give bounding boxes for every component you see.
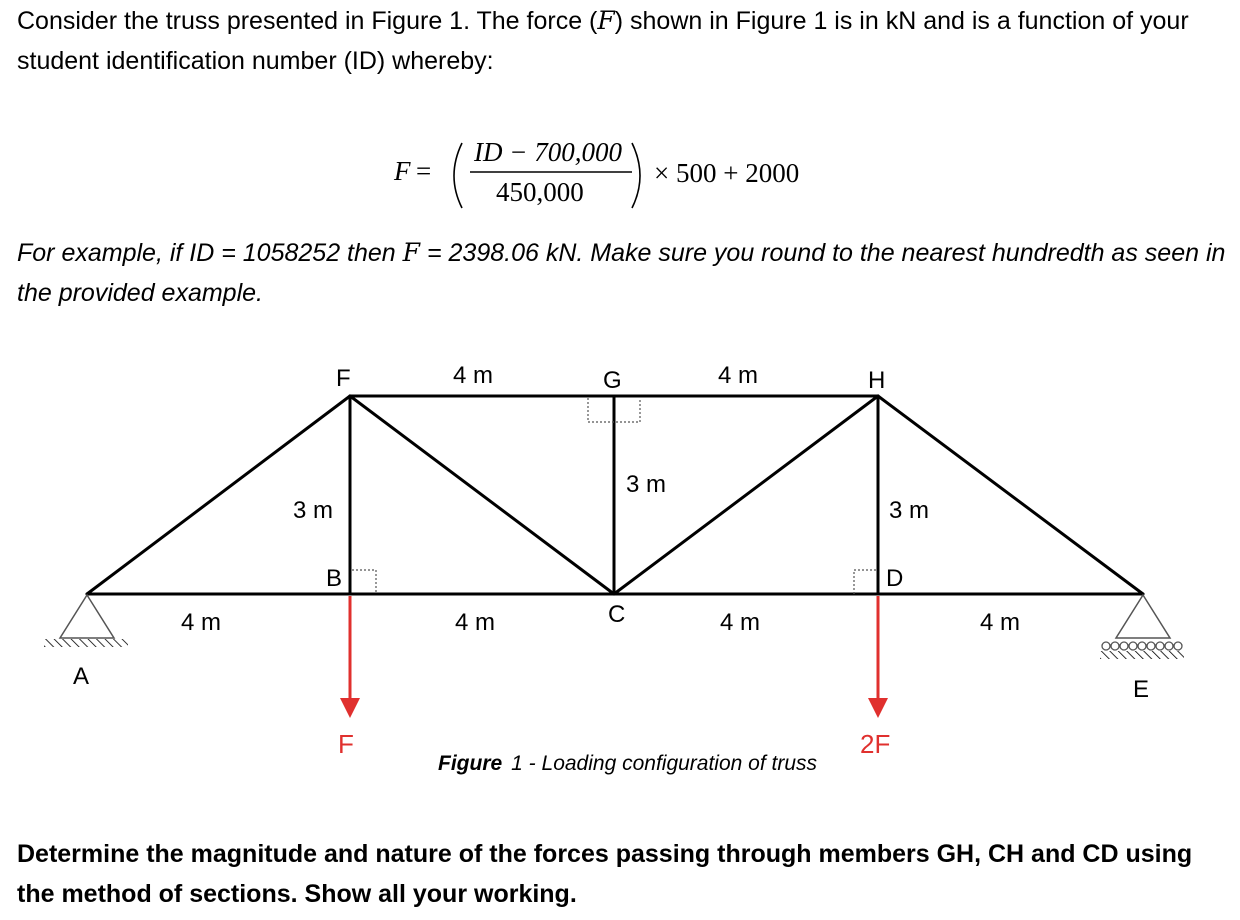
equation-tail: × 500 + 2000: [654, 158, 800, 188]
node-label-C: C: [608, 601, 626, 628]
load-arrow-D: [868, 596, 888, 718]
equation-lhs: F: [394, 156, 411, 186]
pin-support-A: [44, 595, 128, 647]
force-equation: [393, 137, 799, 208]
roller-ground-hatch: [1100, 651, 1184, 659]
truss: [87, 396, 1143, 594]
member-HE: [878, 396, 1143, 594]
left-paren: [454, 143, 462, 208]
example-text-2: = 2398.06 kN. Make sure you round to the nearest hundredth as seen in the provided example.: [17, 239, 1226, 307]
dim-height-center: 3 m: [626, 471, 667, 498]
intro-text-2: ) shown in Figure 1 is in kN and is a function of your student identification number (ID) whereby:: [17, 7, 1189, 75]
question-text: Determine the magnitude and nature of the forces passing through members GH, CH and CD using the method of sections. Show all your working.: [17, 840, 1193, 908]
load-label-F: F: [338, 729, 354, 759]
dim-bottom-3: 4 m: [720, 609, 761, 636]
dim-bottom-2: 4 m: [455, 609, 496, 636]
intro-force-symbol: F: [597, 6, 615, 35]
dim-height-right: 3 m: [889, 497, 930, 524]
figure-caption: [438, 752, 818, 775]
node-label-G: G: [603, 367, 622, 394]
equation-denominator: 450,000: [496, 177, 584, 207]
pin-ground-hatch: [44, 639, 128, 647]
intro-text-1: Consider the truss presented in Figure 1. The force (: [17, 7, 598, 35]
dim-bottom-4: 4 m: [980, 609, 1021, 636]
node-label-F: F: [336, 365, 351, 392]
equation-equals: =: [416, 156, 432, 186]
example-force-symbol: F: [402, 238, 421, 267]
load-label-2F: 2F: [860, 729, 891, 759]
caption-text: 1 - Loading configuration of truss: [511, 752, 818, 775]
node-label-A: A: [73, 663, 90, 690]
load-arrowhead-B: [340, 698, 360, 718]
node-label-B: B: [326, 565, 343, 592]
dim-height-left: 3 m: [293, 497, 334, 524]
load-arrow-B: [340, 596, 360, 718]
roller-wheels: [1102, 642, 1182, 650]
pin-triangle: [60, 595, 114, 638]
caption-prefix: Figure: [438, 752, 503, 775]
roller-support-E: [1100, 595, 1184, 659]
member-AF: [87, 396, 350, 594]
node-label-H: H: [868, 367, 886, 394]
dim-top-right: 4 m: [718, 362, 759, 389]
right-angle-B: [352, 570, 376, 594]
dim-bottom-1: 4 m: [181, 609, 222, 636]
node-label-D: D: [886, 565, 904, 592]
example-text-1: For example, if ID = 1058252 then: [17, 239, 403, 267]
node-label-E: E: [1133, 676, 1150, 703]
member-FC: [350, 396, 614, 594]
right-paren: [632, 143, 640, 208]
dim-top-left: 4 m: [453, 362, 494, 389]
load-arrowhead-D: [868, 698, 888, 718]
right-angle-D: [854, 570, 876, 594]
roller-triangle: [1116, 595, 1170, 638]
equation-numerator: ID − 700,000: [474, 137, 622, 167]
question-paragraph: [17, 834, 1227, 914]
